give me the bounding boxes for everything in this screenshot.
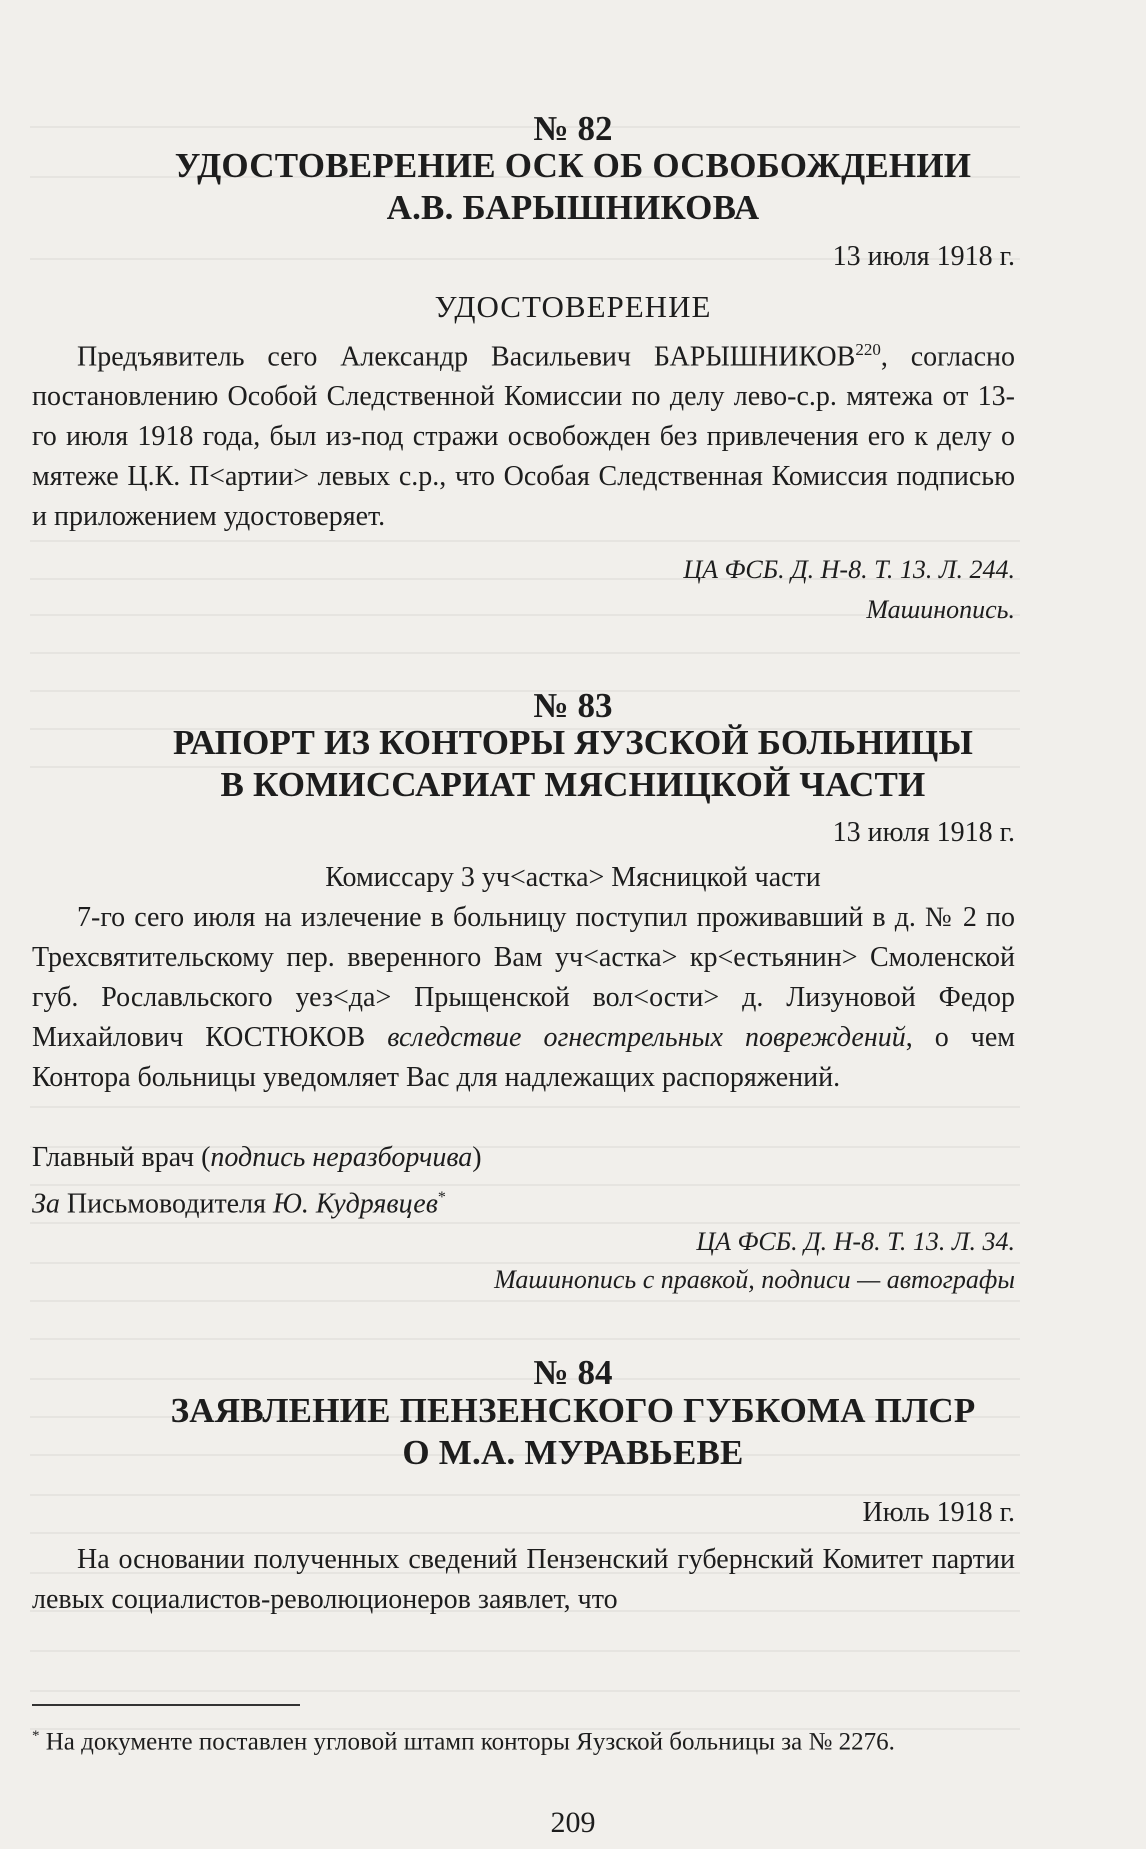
doc84-title-line1: ЗАЯВЛЕНИЕ ПЕНЗЕНСКОГО ГУБКОМА ПЛСР: [170, 1391, 976, 1430]
doc84-paragraph: На основании полученных сведений Пензенский губернский Комитет партии левых социалистов-революционеров заявлет, что: [32, 1544, 1015, 1615]
doc82-number: № 82: [533, 109, 613, 148]
doc83-source-type: Машинопись с правкой, подписи — автографы: [494, 1265, 1015, 1294]
doc83-paragraph: 7-го сего июля на излечение в больницу поступил проживавший в д. № 2 по Трехсвятительскому пер. вверенного Вам уч<астка> кр<естьянин> Смоленской губ. Рославльского уез<да> Прыщенской вол<ости> д. Лизуновой Федор Михайлович КОСТЮКОВ вследствие огнестрельных повреждений, о чем Контора больницы уведомляет Вас для надлежащих распоряжений.: [32, 902, 1015, 1093]
doc83-signature-chief-doctor: Главный врач (подпись неразборчива): [32, 1142, 482, 1173]
doc83-signature-clerk: За Письмоводителя Ю. Кудрявцев*: [32, 1188, 446, 1220]
footnote: * На документе поставлен угловой штамп конторы Яузской больницы за № 2276.: [32, 1728, 895, 1756]
doc84-title-line2: О М.А. МУРАВЬЕВЕ: [402, 1433, 744, 1472]
footnote-divider: [32, 1704, 300, 1706]
doc82-title-line1: УДОСТОВЕРЕНИЕ ОСК ОБ ОСВОБОЖДЕНИИ: [174, 146, 972, 185]
doc82-date: 13 июля 1918 г.: [832, 241, 1015, 272]
doc82-archive-source: ЦА ФСБ. Д. Н-8. Т. 13. Л. 244.: [683, 555, 1015, 584]
doc82-title-line2: А.В. БАРЫШНИКОВА: [386, 188, 760, 227]
doc83-title-line2: В КОМИССАРИАТ МЯСНИЦКОЙ ЧАСТИ: [220, 765, 926, 804]
doc82-subtitle: УДОСТОВЕРЕНИЕ: [434, 289, 712, 324]
doc83-addressee: Комиссару 3 уч<астка> Мясницкой части: [325, 862, 821, 893]
doc83-date: 13 июля 1918 г.: [832, 817, 1015, 848]
doc83-archive-source: ЦА ФСБ. Д. Н-8. Т. 13. Л. 34.: [696, 1227, 1015, 1256]
doc82-paragraph: Предъявитель сего Александр Васильевич БАРЫШНИКОВ$^{220}$, согласно постановлению Особой Следственной Комиссии по делу лево-с.р. мятежа от 13-го июля 1918 года, был из-под стражи освобожден без привлечения его к делу о мятеже Ц.К. П<артии> левых с.р., что Особая Следственная Комиссия подписью и приложением удостоверяет.: [32, 340, 1015, 533]
doc82-source-type: Машинопись.: [866, 595, 1015, 624]
doc83-number: № 83: [533, 686, 613, 725]
doc83-title-line1: РАПОРТ ИЗ КОНТОРЫ ЯУЗСКОЙ БОЛЬНИЦЫ: [172, 723, 974, 762]
page-number: 209: [550, 1806, 596, 1839]
doc84-number: № 84: [533, 1353, 613, 1392]
doc84-date: Июль 1918 г.: [862, 1497, 1015, 1528]
footnote-ref-220: 220: [855, 340, 881, 359]
